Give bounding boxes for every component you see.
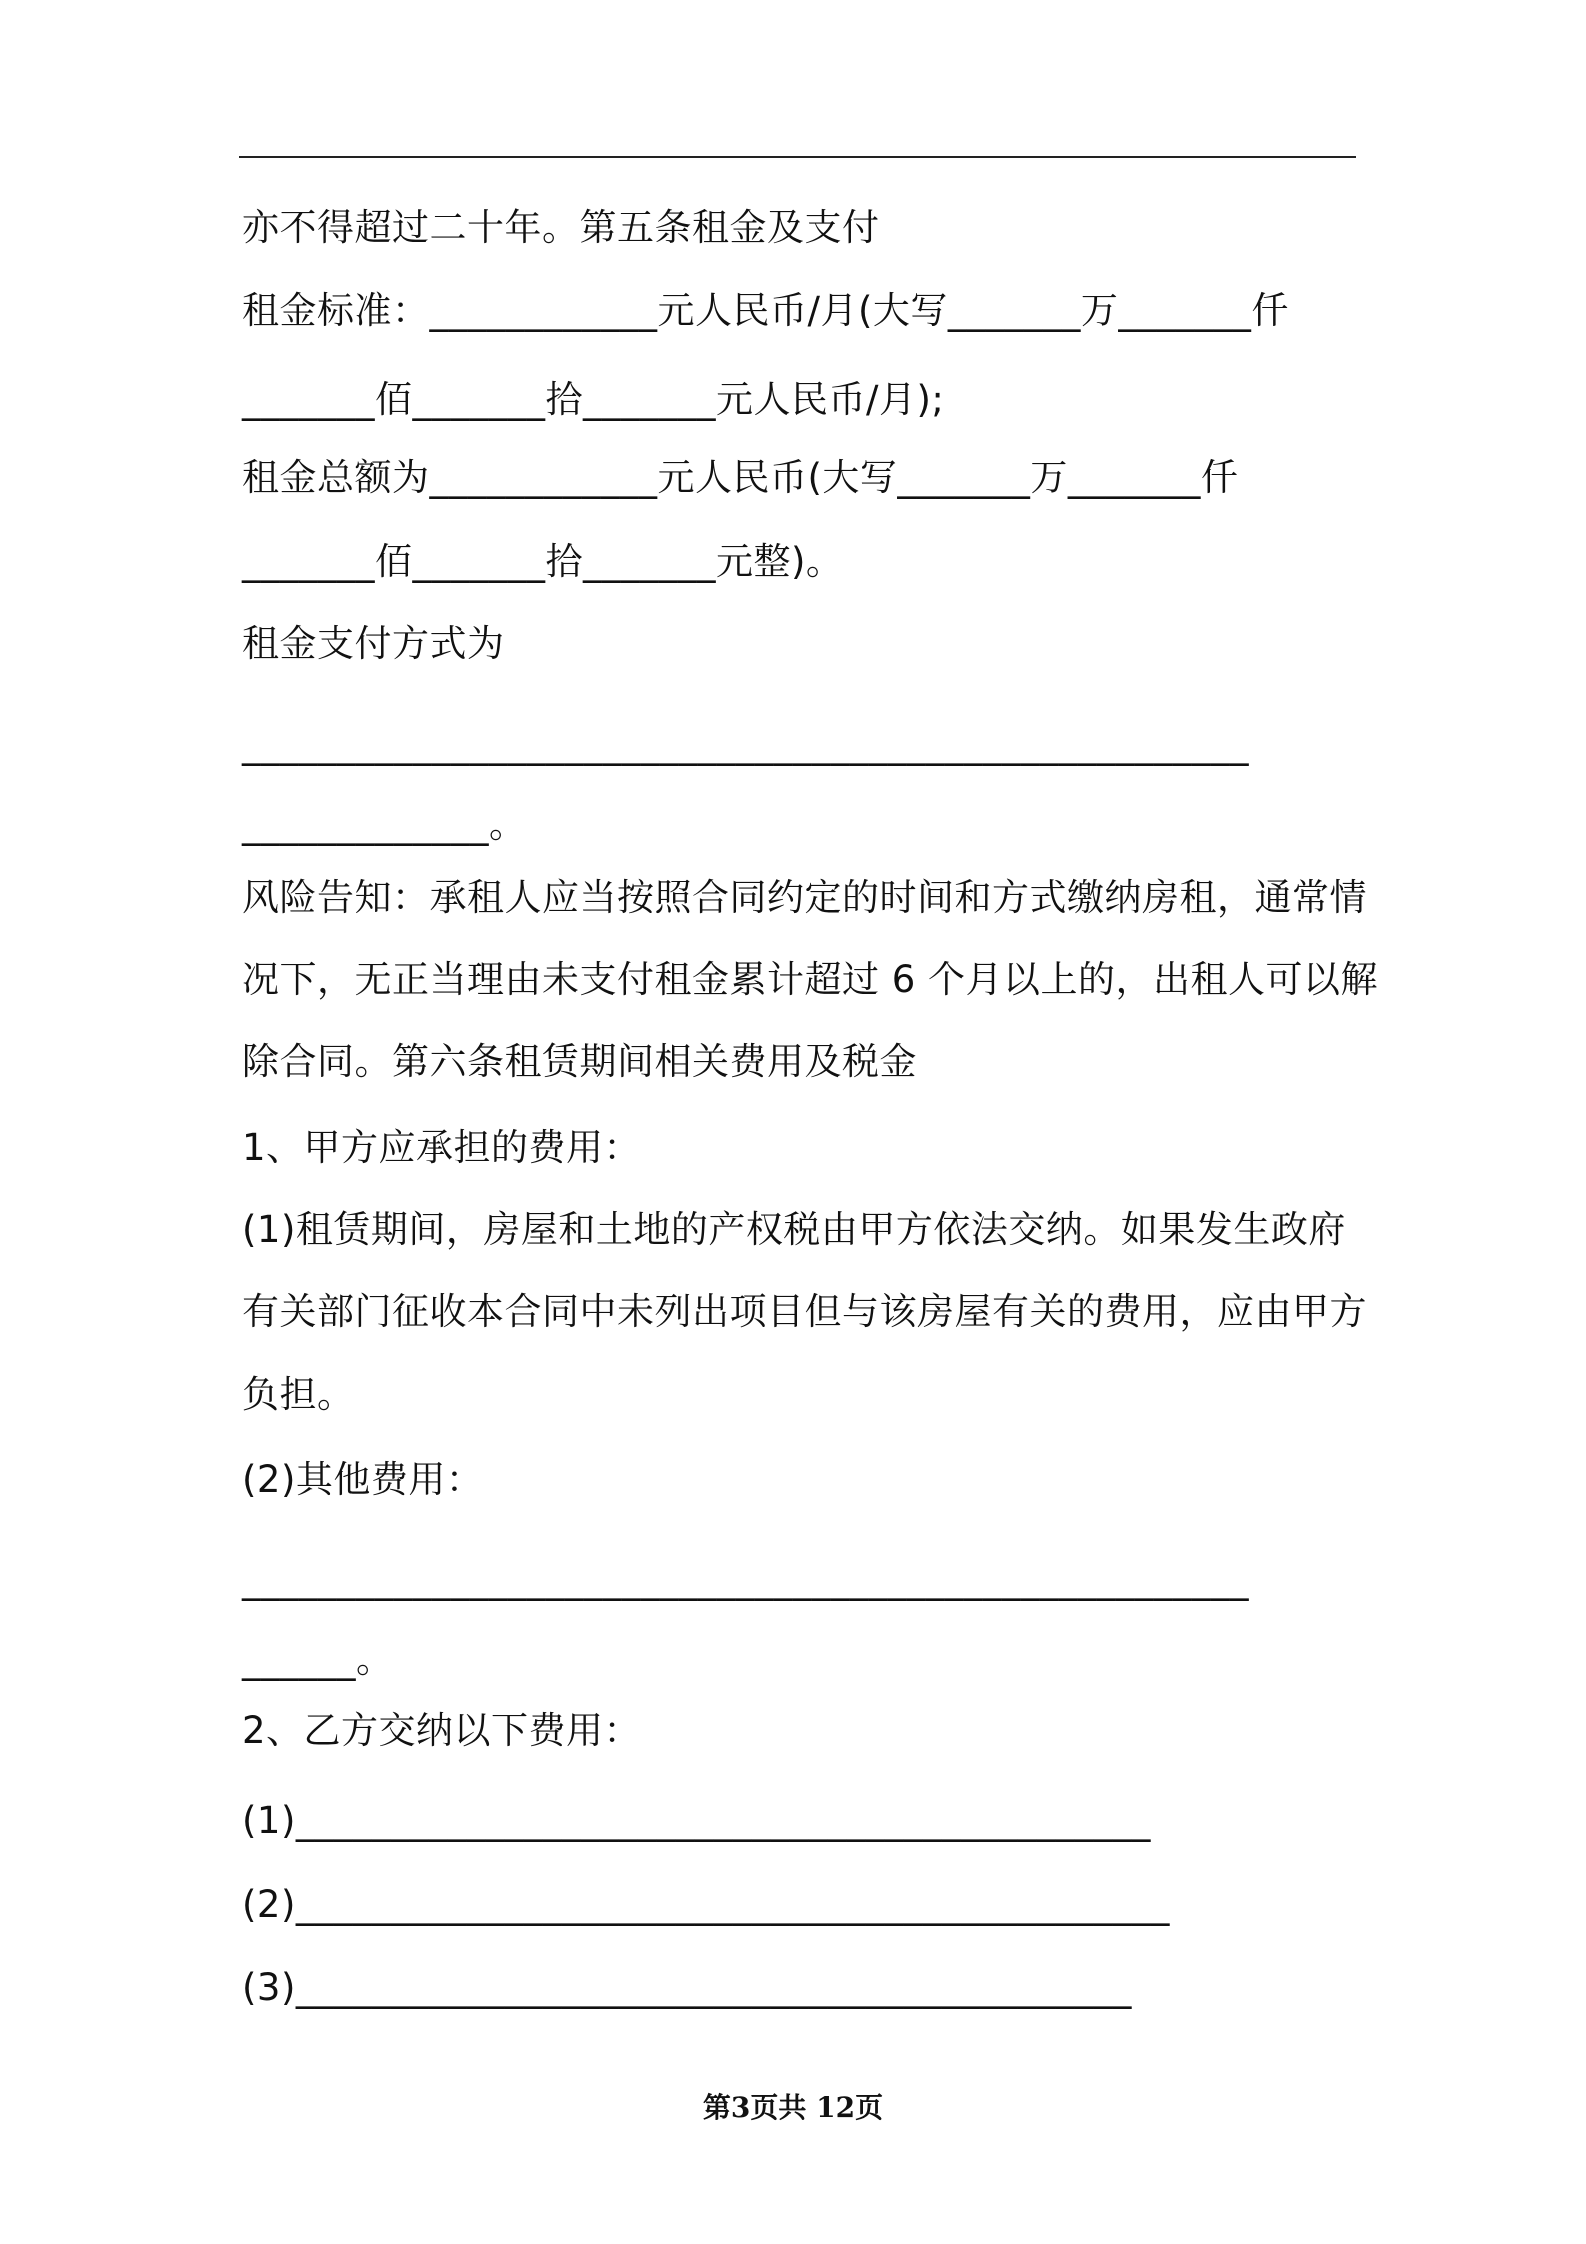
text-line: 1、甲方应承担的费用： bbox=[242, 1126, 642, 1169]
text-line: 负担。 bbox=[242, 1373, 355, 1416]
header-rule bbox=[239, 156, 1356, 158]
text-line: (1)租赁期间，房屋和土地的产权税由甲方依法交纳。如果发生政府 bbox=[242, 1208, 1346, 1251]
text-line: (2)其他费用： bbox=[242, 1458, 484, 1501]
text-line: 除合同。第六条租赁期间相关费用及税金 bbox=[242, 1040, 917, 1083]
text-line: 租金总额为____________元人民币(大写_______万_______仟 bbox=[242, 456, 1239, 499]
blank-line: ______。 bbox=[242, 1638, 394, 1681]
blank-line: _____________。 bbox=[242, 803, 527, 846]
text-line: _______佰_______拾_______元整)。 bbox=[242, 540, 844, 583]
text-line: 亦不得超过二十年。第五条租金及支付 bbox=[242, 206, 880, 249]
text-line: 风险告知：承租人应当按照合同约定的时间和方式缴纳房租，通常情 bbox=[242, 876, 1367, 919]
text-line: 2、乙方交纳以下费用： bbox=[242, 1709, 642, 1752]
text-line: 租金标准：____________元人民币/月(大写_______万_______仟 bbox=[242, 289, 1289, 332]
text-line: 况下，无正当理由未支付租金累计超过 6 个月以上的，出租人可以解 bbox=[242, 958, 1379, 1001]
blank-line: (1)_____________________________________________ bbox=[242, 1799, 1151, 1842]
blank-line: (3)____________________________________________ bbox=[242, 1966, 1132, 2009]
page-number: 第3页共 12页 bbox=[702, 2091, 884, 2124]
text-line: 租金支付方式为 bbox=[242, 622, 505, 665]
text-line: _______佰_______拾_______元人民币/月); bbox=[242, 378, 945, 421]
blank-line: (2)______________________________________________ bbox=[242, 1883, 1170, 1926]
blank-line: _____________________________________________________ bbox=[242, 723, 1249, 766]
text-line: 有关部门征收本合同中未列出项目但与该房屋有关的费用，应由甲方 bbox=[242, 1290, 1367, 1333]
blank-line: _____________________________________________________ bbox=[242, 1558, 1249, 1601]
